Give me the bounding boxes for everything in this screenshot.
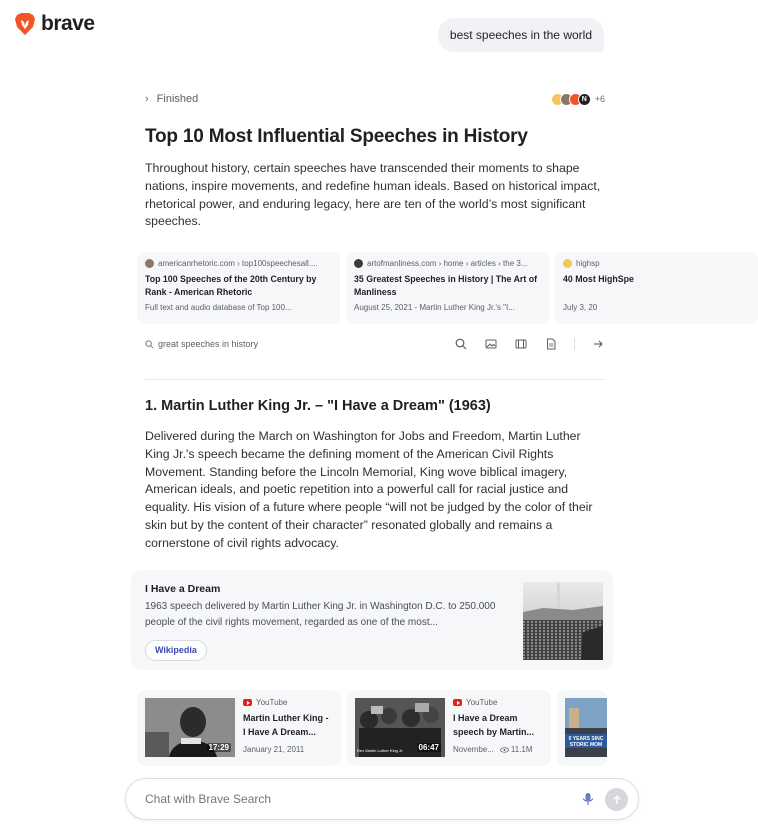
toolbar-divider <box>574 338 575 350</box>
video-thumbnail <box>355 698 445 757</box>
chat-bar <box>125 778 639 820</box>
reasoning-toggle[interactable] <box>145 93 198 105</box>
arrow-right-icon <box>592 338 604 350</box>
video-duration: 06:47 <box>418 743 439 752</box>
source-title: 40 Most HighSpe <box>563 274 634 284</box>
web-search-button[interactable] <box>454 337 468 351</box>
microphone-icon[interactable] <box>580 791 596 807</box>
thumbnail-caption: 0 YEARS SINC STORIC MOM <box>568 736 604 748</box>
source-url: highsp <box>576 259 600 268</box>
section-body: Delivered during the March on Washington for Jobs and Freedom, Martin Luther King Jr.'s speech became the defining moment of the American Civil Rights Movement. Standing before the Lincoln Memorial, King wove biblical imagery, American ideals, and poetic repetition into a powerful call for racial justice and equality. His vision of a future where people “will not be judged by the color of their skin but by the content of their character” resonated globally and remains a cornerstone of civil rights advocacy. <box>145 429 593 550</box>
source-card[interactable] <box>346 252 549 324</box>
related-search-row <box>145 334 605 354</box>
video-duration: 17:29 <box>208 743 229 752</box>
wikipedia-card[interactable] <box>131 570 613 670</box>
status-label: Finished <box>156 93 199 105</box>
source-url: americanrhetoric.com › top100speechesall.... <box>158 259 318 268</box>
video-thumbnail <box>145 698 235 757</box>
video-source: YouTube <box>466 698 498 707</box>
wikipedia-tag[interactable]: Wikipedia <box>145 640 207 661</box>
more-sources-count: +6 <box>594 94 605 104</box>
related-search-query: great speeches in history <box>158 339 259 349</box>
view-count: 11.1M <box>510 745 533 754</box>
video-search-button[interactable] <box>514 337 528 351</box>
march-on-washington-photo <box>523 582 603 660</box>
video-date: Novembe... <box>453 745 494 754</box>
source-desc: July 3, 20 <box>563 303 598 312</box>
search-tools <box>454 337 605 351</box>
search-icon <box>145 340 154 349</box>
source-card[interactable] <box>555 252 758 324</box>
source-cards <box>137 252 634 324</box>
user-query-bubble: best speeches in the world <box>438 18 604 52</box>
brave-lion-icon <box>14 12 36 36</box>
video-card[interactable] <box>137 690 341 766</box>
eye-icon <box>500 747 509 753</box>
source-title: 35 Greatest Speeches in History | The Art of Manliness <box>354 274 538 297</box>
youtube-icon <box>453 699 462 706</box>
video-title: Martin Luther King - I Have A Dream... <box>243 713 329 737</box>
video-thumbnail <box>565 698 607 757</box>
news-search-button[interactable] <box>544 337 558 351</box>
source-desc: August 25, 2021 - Martin Luther King Jr.'s "I... <box>354 303 515 312</box>
image-icon <box>485 338 497 350</box>
document-icon <box>545 338 557 350</box>
wiki-description: 1963 speech delivered by Martin Luther King Jr. in Washington D.C. to 250.000 people of the civil rights movement, regarded as one of the most... <box>145 601 496 628</box>
video-title: I Have a Dream speech by Martin... <box>453 713 535 737</box>
arrow-up-icon <box>612 795 622 805</box>
source-favicon-icon: N <box>578 93 591 106</box>
status-row <box>145 88 605 110</box>
film-icon <box>515 338 527 350</box>
thumbnail-caption: Rev Martin Luther King Jr. <box>357 748 404 753</box>
video-card[interactable] <box>347 690 551 766</box>
video-source: YouTube <box>256 698 288 707</box>
site-favicon-icon <box>145 259 154 268</box>
answer-intro: Throughout history, certain speeches have transcended their moments to shape nations, inspire movements, and redefine human ideals. Based on historical impact, rhetorical power, and enduring legacy, here are ten of the world’s most significant speeches. <box>145 161 601 229</box>
answer-title: Top 10 Most Influential Speeches in History <box>145 126 528 147</box>
video-views <box>500 745 533 754</box>
youtube-icon <box>243 699 252 706</box>
brave-logo[interactable] <box>14 12 95 36</box>
video-date: January 21, 2011 <box>243 745 305 754</box>
search-icon <box>455 338 467 350</box>
source-card[interactable] <box>137 252 340 324</box>
source-favicons[interactable] <box>555 93 605 106</box>
source-title: Top 100 Speeches of the 20th Century by Rank - American Rhetoric <box>145 274 317 297</box>
wiki-title: I Have a Dream <box>145 583 221 595</box>
video-card[interactable] <box>557 690 607 766</box>
open-search-button[interactable] <box>591 337 605 351</box>
source-url: artofmanliness.com › home › articles › the 3... <box>367 259 528 268</box>
related-search-link[interactable] <box>145 339 258 349</box>
source-desc: Full text and audio database of Top 100... <box>145 303 292 312</box>
brand-name: brave <box>41 12 95 35</box>
section-heading: 1. Martin Luther King Jr. – "I Have a Dream" (1963) <box>145 398 491 414</box>
image-search-button[interactable] <box>484 337 498 351</box>
chevron-right-icon: › <box>145 93 149 105</box>
send-button[interactable] <box>605 788 628 811</box>
video-results <box>137 690 605 766</box>
chat-input[interactable] <box>145 779 545 819</box>
section-divider <box>145 379 605 380</box>
site-favicon-icon <box>354 259 363 268</box>
site-favicon-icon <box>563 259 572 268</box>
